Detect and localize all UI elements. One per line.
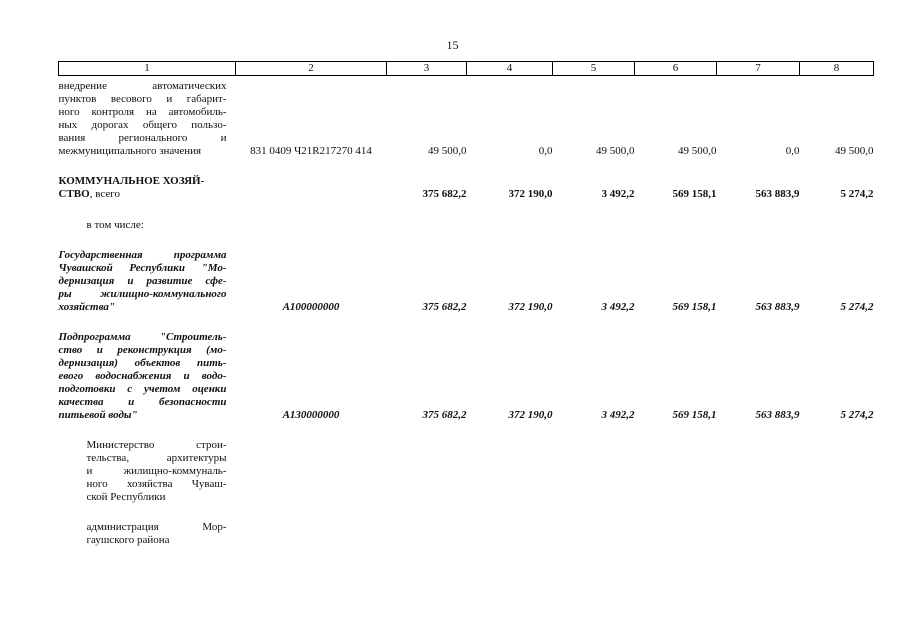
value-cell: 5 274,2 [840,301,874,313]
budget-code: 831 0409 Ч21R217270 414 [250,145,372,157]
value-cell: 49 500,0 [596,145,635,157]
row-description: администрация Мор- гаушского района [86,521,227,546]
value-cell: 0,0 [538,145,553,157]
value-cell: 375 682,2 [422,188,467,200]
row-description: внедрение автоматических пунктов весового и габарит- ного контроля на автомобиль- ных дорогах общего пользо- вания регионального и межмуниципального значения [58,80,227,157]
value-cell: 49 500,0 [835,145,874,157]
page-number: 15 [446,38,459,52]
budget-code: А130000000 [282,409,340,421]
column-number-header [59,62,874,76]
table-row [59,504,874,547]
value-cell: 563 883,9 [755,301,800,313]
row-description: в том числе: [86,219,144,231]
row-description: Государственная программа Чувашской Республики "Мо- дернизация и развитие сфе- ры жилищно-коммунального хозяйства" [58,249,227,313]
table-row [59,158,874,201]
value-cell: 3 492,2 [601,301,635,313]
value-cell: 49 500,0 [428,145,467,157]
value-cell: 563 883,9 [755,188,800,200]
column-header: 4 [467,62,553,76]
value-cell: 49 500,0 [678,145,717,157]
budget-table [58,61,874,547]
value-cell: 569 158,1 [672,409,717,421]
table-row [59,76,874,159]
value-cell: 569 158,1 [672,301,717,313]
table-row [59,232,874,314]
value-cell: 375 682,2 [422,301,467,313]
value-cell: 569 158,1 [672,188,717,200]
column-header: 7 [717,62,800,76]
column-header: 6 [635,62,717,76]
budget-code [236,158,387,201]
row-description: КОММУНАЛЬНОЕ ХОЗЯЙ- СТВО, всего [58,175,205,200]
value-cell: 5 274,2 [840,409,874,421]
value-cell: 5 274,2 [840,188,874,200]
table-row [59,314,874,422]
budget-code: А100000000 [282,301,340,313]
row-description: Министерство строи- тельства, архитектуры и жилищно-коммуналь- ного хозяйства Чуваш- ской Республики [86,439,227,503]
table-row [59,422,874,504]
value-cell: 372 190,0 [508,301,553,313]
value-cell: 375 682,2 [422,409,467,421]
value-cell: 372 190,0 [508,188,553,200]
value-cell: 3 492,2 [601,188,635,200]
value-cell: 0,0 [785,145,800,157]
column-header: 1 [59,62,236,76]
value-cell: 372 190,0 [508,409,553,421]
value-cell: 563 883,9 [755,409,800,421]
column-header: 8 [800,62,874,76]
column-header: 3 [387,62,467,76]
value-cell: 3 492,2 [601,409,635,421]
column-header: 2 [236,62,387,76]
column-header: 5 [553,62,635,76]
row-description: Подпрограмма "Строитель- ство и реконструкция (мо- дернизация) объектов пить- евого водоснабжения и водо- подготовки с учетом оценки качества и безопасности питьевой воды" [58,331,227,421]
table-row [59,201,874,232]
